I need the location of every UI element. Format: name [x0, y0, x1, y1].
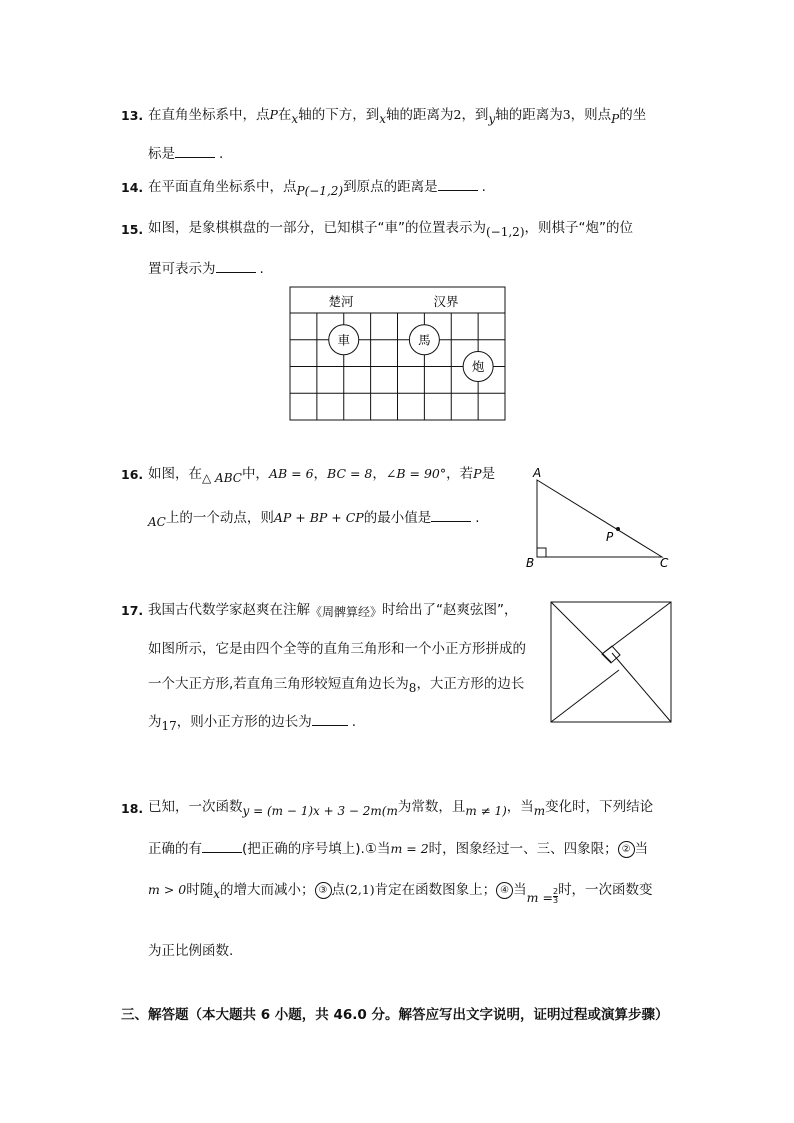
math-var: P	[269, 107, 278, 122]
math-var: x	[379, 112, 386, 126]
vertex-label-a: A	[533, 466, 542, 480]
text: 如图所示，它是由四个全等的直角三角形和一个小正方形拼成的	[148, 641, 526, 657]
text: 当	[376, 841, 391, 857]
math-var: AC	[148, 515, 166, 529]
math-expr: m = 2	[390, 841, 429, 856]
math-var: x	[213, 887, 221, 901]
math-point: (−1,2)	[486, 225, 525, 239]
fraction-denominator: 3	[552, 895, 559, 905]
question-15-line-2	[148, 260, 264, 278]
question-14-line	[148, 178, 486, 196]
math-expr: AP + BP + CP	[273, 510, 364, 525]
text: ，	[372, 466, 386, 482]
math-num: 2	[453, 107, 462, 122]
text: 点	[331, 882, 346, 898]
fraction-two-thirds	[553, 888, 558, 905]
math-num: 17	[161, 719, 177, 733]
text: 为常数，且	[397, 799, 466, 815]
text: 中，	[241, 466, 269, 482]
text: 上的一个动点，则	[165, 510, 274, 526]
question-13-line-1	[148, 106, 646, 124]
text: 变化时，下列结论	[545, 799, 654, 815]
text: ，到	[461, 107, 489, 123]
text: (把正确的序号填上).	[242, 841, 365, 857]
question-number-17: 17.	[121, 603, 144, 618]
math-expr: m > 0	[148, 882, 187, 897]
question-16-line-1	[148, 465, 495, 483]
option-marker-1: ①	[364, 841, 377, 857]
math-num: 3	[562, 107, 571, 122]
text: 当	[634, 841, 649, 857]
option-marker-3: ③	[315, 882, 332, 899]
text: 轴的下方，到	[298, 107, 380, 123]
text: 如图，是象棋棋盘的一部分，已知棋子“車”的位置表示为	[148, 220, 486, 236]
math-expr: BC = 8	[327, 466, 373, 481]
text: 的坐	[619, 107, 647, 123]
answer-blank[interactable]	[431, 509, 471, 522]
option-marker-2: ②	[618, 841, 635, 858]
text: 时随	[186, 882, 214, 898]
text: 时给出了“赵爽弦图”，	[382, 602, 518, 618]
text: 的增大而减小；	[220, 882, 315, 898]
text: 当	[513, 882, 527, 898]
math-expr: m ≠ 1)	[465, 804, 507, 818]
question-16-line-2	[148, 509, 480, 527]
river-label-right: 汉界	[433, 294, 459, 309]
book-title: 《周髀算经》	[310, 605, 383, 619]
question-number-18: 18.	[121, 801, 144, 816]
question-18-line-2	[148, 840, 648, 858]
text: .	[475, 510, 480, 526]
text: 时，图象经过一、三、四象限；	[428, 841, 618, 857]
answer-blank[interactable]	[216, 260, 256, 273]
chess-piece-label: 車	[337, 332, 351, 348]
chess-piece-label: 炮	[471, 359, 485, 374]
text: ，则棋子“炮”的位	[524, 220, 634, 236]
text: ，	[313, 466, 328, 482]
text: 轴的距离为	[385, 107, 454, 123]
right-triangle-figure	[522, 462, 678, 572]
text: .	[219, 146, 224, 162]
math-var: P	[473, 466, 482, 481]
answer-blank[interactable]	[175, 145, 215, 158]
question-17-line-4	[148, 713, 356, 731]
question-17-line-3	[148, 675, 524, 693]
answer-blank[interactable]	[438, 178, 478, 191]
question-17-line-1	[148, 601, 518, 619]
chess-board-figure	[288, 285, 508, 423]
question-18-line-4	[148, 942, 233, 960]
text: 我国古代数学家赵爽在注解	[148, 602, 310, 618]
text: 在直角坐标系中，点	[148, 107, 270, 123]
question-15-line-1	[148, 219, 633, 237]
text: .	[481, 179, 486, 195]
section-3-heading: 三、解答题（本大题共 6 小题，共 46.0 分。解答应写出文字说明，证明过程或演算步骤）	[121, 1007, 669, 1023]
text: ，若	[446, 466, 474, 482]
text: .	[259, 261, 264, 277]
text: 一个大正方形,若直角三角形较短直角边长为	[148, 676, 409, 692]
text: ，大正方形的边长	[416, 676, 525, 692]
vertex-label-b: B	[526, 556, 535, 570]
text: 置可表示为	[148, 261, 216, 277]
point-p-marker	[616, 527, 620, 531]
answer-blank[interactable]	[312, 713, 348, 726]
text: 在	[277, 107, 292, 123]
text: 是	[481, 466, 496, 482]
math-expr: ∠B = 90°	[385, 466, 447, 481]
math-point: (2,1)	[345, 882, 375, 897]
text: ，则点	[570, 107, 612, 123]
question-13-line-2	[148, 145, 223, 163]
option-marker-4: ④	[496, 882, 513, 899]
text: 轴的距离为	[495, 107, 563, 123]
math-num: 8	[408, 681, 417, 695]
math-var: x	[291, 112, 299, 126]
text: 正确的有	[148, 841, 202, 857]
fraction-numerator: 2	[552, 886, 559, 896]
zhao-shuang-figure	[549, 600, 674, 725]
text: 在平面直角坐标系中，点	[148, 179, 297, 195]
answer-blank[interactable]	[202, 840, 242, 853]
question-number-15: 15.	[121, 222, 144, 237]
question-number-14: 14.	[121, 180, 144, 195]
math-triangle: △ ABC	[202, 471, 242, 485]
question-18-line-3	[148, 881, 653, 905]
text: 为	[148, 714, 162, 730]
vertex-label-c: C	[660, 556, 669, 570]
text: 标是	[148, 146, 175, 162]
text: 的最小值是	[363, 510, 432, 526]
math-expr: AB = 6	[268, 466, 314, 481]
river-label-left: 楚河	[328, 294, 354, 309]
text: 已知，一次函数	[148, 799, 243, 815]
text: 如图，在	[148, 466, 202, 482]
text: ，则小正方形的边长为	[176, 714, 312, 730]
point-label-p: P	[606, 530, 614, 544]
question-number-16: 16.	[121, 467, 144, 482]
math-point: P(−1,2)	[296, 184, 344, 198]
math-expr: m =	[526, 890, 553, 905]
question-18-line-1	[148, 798, 653, 816]
text: 为正比例函数.	[148, 943, 234, 959]
text: .	[351, 714, 357, 730]
math-var: m	[533, 804, 546, 818]
math-var: P	[611, 112, 620, 126]
text: 时，一次函数变	[558, 882, 653, 898]
chess-piece-label: 馬	[418, 332, 431, 348]
question-17-line-2	[148, 640, 526, 658]
math-expr: y = (m − 1)x + 3 − 2m(m	[242, 804, 398, 818]
text: 肯定在函数图象上；	[374, 882, 497, 898]
question-number-13: 13.	[121, 108, 144, 123]
text: 到原点的距离是	[343, 179, 438, 195]
math-var: y	[488, 112, 496, 126]
text: ，当	[506, 799, 534, 815]
